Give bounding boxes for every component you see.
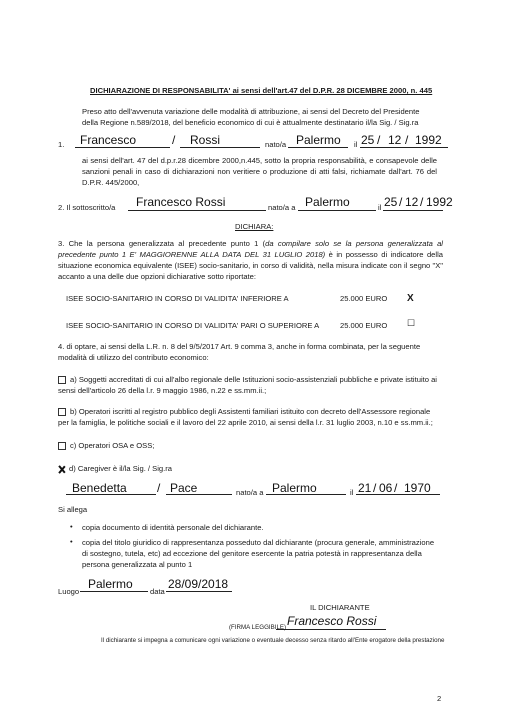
item1-first-name: Francesco	[80, 133, 137, 147]
item2-date-label: il	[378, 203, 382, 212]
item3-tail: è in possesso di indicatore della situazione economica equivalente (ISEE) socio-sanitario, in corso di validità, nella misura indicate con il segno "X" accanto a una delle due opzioni dichiarative sotto riportate:	[58, 250, 443, 281]
place-label: Luogo	[58, 587, 80, 596]
option-c-checkbox[interactable]	[58, 442, 66, 450]
signature-label: (FIRMA LEGGIBILE)	[229, 624, 287, 631]
place-value: Palermo	[88, 577, 133, 591]
item2-slash-1: /	[399, 195, 403, 209]
item1-first-name-line	[75, 147, 170, 148]
item1-born-label: nato/a	[265, 140, 287, 149]
item3-paragraph	[58, 238, 443, 282]
item1-last-name-line	[180, 147, 260, 148]
item1-date-label: il	[354, 140, 358, 149]
item2-year: 1992	[426, 195, 453, 209]
item2-name: Francesco Rossi	[136, 195, 226, 209]
page-number: 2	[437, 694, 442, 703]
isee-row-2-label: ISEE SOCIO-SANITARIO IN CORSO DI VALIDITA' PARI O SUPERIORE A	[66, 321, 320, 330]
caregiver-last-name-line	[166, 494, 232, 495]
item1-sep: /	[172, 133, 176, 147]
isee-row-1-label: ISEE SOCIO-SANITARIO IN CORSO DI VALIDITA' INFERIORE A	[66, 294, 289, 303]
declarant-label: IL DICHIARANTE	[310, 603, 370, 612]
item1-slash-1: /	[377, 133, 381, 147]
attachment-item-2: copia del titolo giuridico di rappresentanza posseduto dal dichiarante (procura generale, amministrazione di sostegno, tutela, etc) ad eccezione del genitore esercente la patria potestà in rappresentanza della persona generalizzata al punto 1	[82, 538, 435, 569]
item3-lead: 3. Che la persona generalizzata al precedente punto 1 (	[58, 239, 266, 248]
caregiver-year: 1970	[404, 481, 431, 495]
caregiver-month: 06	[379, 481, 393, 495]
date-value: 28/09/2018	[168, 577, 229, 591]
attachment-bullet-1: •	[70, 522, 73, 531]
item1-birthplace: Palermo	[296, 133, 341, 147]
isee-row-1-checkbox[interactable]: X	[407, 293, 414, 304]
option-b-text: b) Operatori iscritti al registro pubblico degli Assistenti familiari istituito con decreto dell'Assessore regionale per la famiglia, le politiche sociali e il lavoro del 22 aprile 2010, ai sensi della l.r. 31 luglio 2003, n.10 e ss.mm.ii.;	[58, 407, 433, 427]
date-line	[166, 591, 232, 592]
date-label: data	[150, 587, 165, 596]
item3-italic: da compilare solo se la persona generalizzata al precedente punto 1 E' MAGGIORENNE ALLA DATA DEL 31 LUGLIO 2018)	[58, 239, 443, 259]
item2-date-line	[383, 210, 443, 211]
item2-born-label: nato/a a	[268, 203, 296, 212]
option-d-text: d) Caregiver è il/la Sig. / Sig.ra	[69, 464, 172, 473]
option-c	[58, 440, 443, 451]
option-c-text: c) Operatori OSA e OSS;	[70, 441, 155, 450]
caregiver-sep: /	[157, 481, 161, 495]
option-a-checkbox[interactable]	[58, 376, 66, 384]
item1-month: 12	[388, 133, 402, 147]
signature-value: Francesco Rossi	[287, 614, 377, 628]
isee-row-2-checkbox[interactable]: ☐	[407, 318, 416, 328]
caregiver-first-name-line	[66, 494, 156, 495]
option-b	[58, 406, 443, 428]
document-title: DICHIARAZIONE DI RESPONSABILITA' ai sensi dell'art.47 del D.P.R. 28 DICEMBRE 2000, n. 445	[90, 86, 433, 95]
item1-date-line	[360, 147, 448, 148]
caregiver-first-name: Benedetta	[72, 481, 127, 495]
signature-line	[276, 629, 386, 630]
item2-birthplace: Palermo	[305, 195, 350, 209]
attachments-label: Si allega	[58, 505, 88, 514]
caregiver-birthplace: Palermo	[272, 481, 317, 495]
item2-month: 12	[405, 195, 419, 209]
caregiver-slash-1: /	[373, 481, 377, 495]
caregiver-slash-2: /	[394, 481, 398, 495]
intro-paragraph: Preso atto dell'avvenuta variazione delle modalità di attribuzione, ai sensi del Decreto del Presidente della Regione n.589/2018, del beneficio economico di cui è attualmente destinatario il/la Sig. / Sig.ra	[82, 107, 420, 127]
option-a-text: a) Soggetti accreditati di cui all'albo regionale delle Istituzioni socio-assistenziali pubbliche e private istituito ai sensi dell'articolo 26 della l.r. 9 maggio 1986, n.22 e ss.mm.ii.;	[58, 375, 437, 395]
caregiver-birthplace-line	[266, 494, 346, 495]
attachment-bullet-2: •	[70, 537, 73, 546]
caregiver-last-name: Pace	[170, 481, 198, 495]
item1-day: 25	[361, 133, 375, 147]
item2-day: 25	[384, 195, 398, 209]
item4-text: 4. di optare, ai sensi della L.R. n. 8 del 9/5/2017 Art. 9 comma 3, anche in forma combinata, per la seguente modalità di utilizzo del contributo economico:	[58, 342, 421, 362]
dichiara-heading: DICHIARA:	[235, 222, 274, 231]
option-d	[58, 463, 443, 474]
isee-row-2-amount: 25.000 EURO	[340, 321, 388, 330]
item2-slash-2: /	[420, 195, 424, 209]
caregiver-date-line	[356, 494, 440, 495]
option-d-checkbox-checked[interactable]	[58, 466, 65, 473]
caregiver-born-label: nato/a a	[236, 488, 264, 497]
item2-name-line	[128, 210, 266, 211]
place-line	[80, 591, 148, 592]
item1-slash-2: /	[405, 133, 409, 147]
option-b-checkbox[interactable]	[58, 408, 66, 416]
item1-year: 1992	[415, 133, 442, 147]
option-a	[58, 374, 443, 396]
item2-birthplace-line	[298, 210, 376, 211]
item1-number: 1.	[58, 140, 65, 149]
item1-last-name: Rossi	[190, 133, 221, 147]
item1-text: ai sensi dell'art. 47 del d.p.r.28 dicembre 2000,n.445, sotto la propria responsabilità, e consapevole delle sanzioni penali in caso di dichiarazioni non veritiere o produzione di atti falsi, richiamate dall'art. 76 del D.P.R. 445/2000,	[82, 156, 437, 187]
item2-label: 2. Il sottoscritto/a	[58, 203, 116, 212]
item1-birthplace-line	[288, 147, 348, 148]
attachment-item-1: copia documento di identità personale del dichiarante.	[82, 523, 264, 532]
footer-notice: Il dichiarante si impegna a comunicare ogni variazione o eventuale decesso senza ritardo all'Ente erogatore della prestazione	[101, 637, 445, 644]
caregiver-date-label: il	[350, 488, 354, 497]
caregiver-day: 21	[358, 481, 372, 495]
isee-row-1-amount: 25.000 EURO	[340, 294, 388, 303]
